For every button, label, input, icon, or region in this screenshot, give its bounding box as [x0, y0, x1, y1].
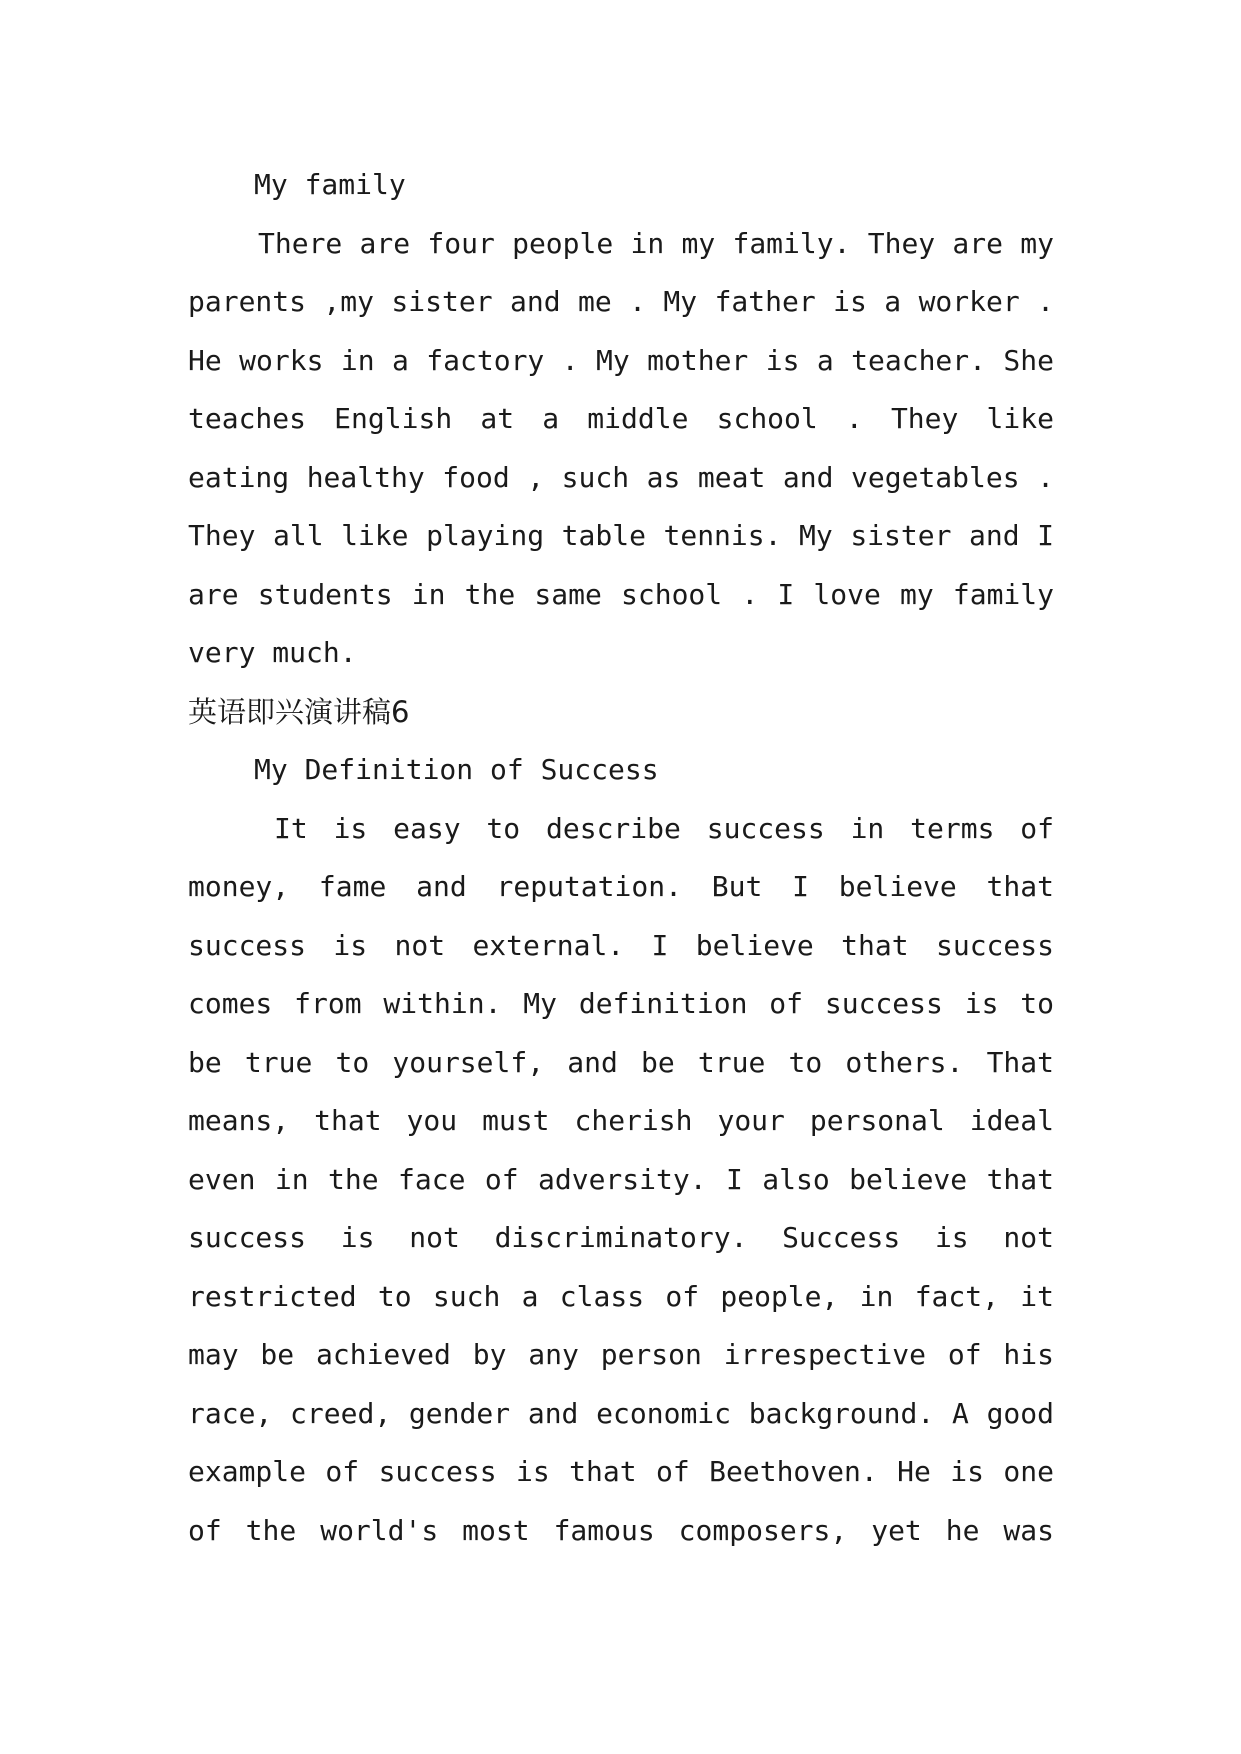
paragraph-line: restricted to such a class of people, in fact, it	[188, 1279, 1054, 1313]
paragraph-line: success is not discriminatory. Success is not	[188, 1221, 1054, 1254]
paragraph-line: They all like playing table tennis. My sister and I	[188, 519, 1054, 552]
paragraph-line: may be achieved by any person irrespective of his	[188, 1338, 1054, 1371]
paragraph-line: race, creed, gender and economic background. A good	[188, 1396, 1054, 1430]
paragraph-line: are students in the same school . I love my family	[188, 577, 1054, 611]
section-title-definition-of-success: My Definition of Success	[254, 753, 659, 786]
section-heading-chinese: 英语即兴演讲稿6	[188, 694, 410, 729]
paragraph-line: even in the face of adversity. I also believe that	[188, 1162, 1054, 1196]
paragraph-line: success is not external. I believe that success	[188, 928, 1054, 962]
paragraph-line: of the world's most famous composers, yet he was	[188, 1513, 1054, 1547]
document-body	[188, 156, 1054, 1560]
paragraph-line: be true to yourself, and be true to others. That	[188, 1045, 1054, 1079]
paragraph-line: parents ,my sister and me . My father is a worker .	[188, 285, 1054, 318]
paragraph-line: eating healthy food , such as meat and vegetables .	[188, 460, 1054, 494]
paragraph-line: means, that you must cherish your personal ideal	[188, 1104, 1054, 1137]
paragraph-line: very much.	[188, 636, 357, 669]
paragraph-line: comes from within. My definition of success is to	[188, 987, 1054, 1020]
paragraph-line: He works in a factory . My mother is a teacher. She	[188, 343, 1054, 377]
paragraph-line: money, fame and reputation. But I believe that	[188, 870, 1054, 903]
paragraph-line: There are four people in my family. They are my	[258, 226, 1054, 260]
paragraph-line: example of success is that of Beethoven. He is one	[188, 1455, 1054, 1488]
paragraph-line: It is easy to describe success in terms of	[274, 811, 1054, 845]
section-title-my-family: My family	[254, 168, 406, 201]
paragraph-line: teaches English at a middle school . They like	[188, 402, 1054, 435]
